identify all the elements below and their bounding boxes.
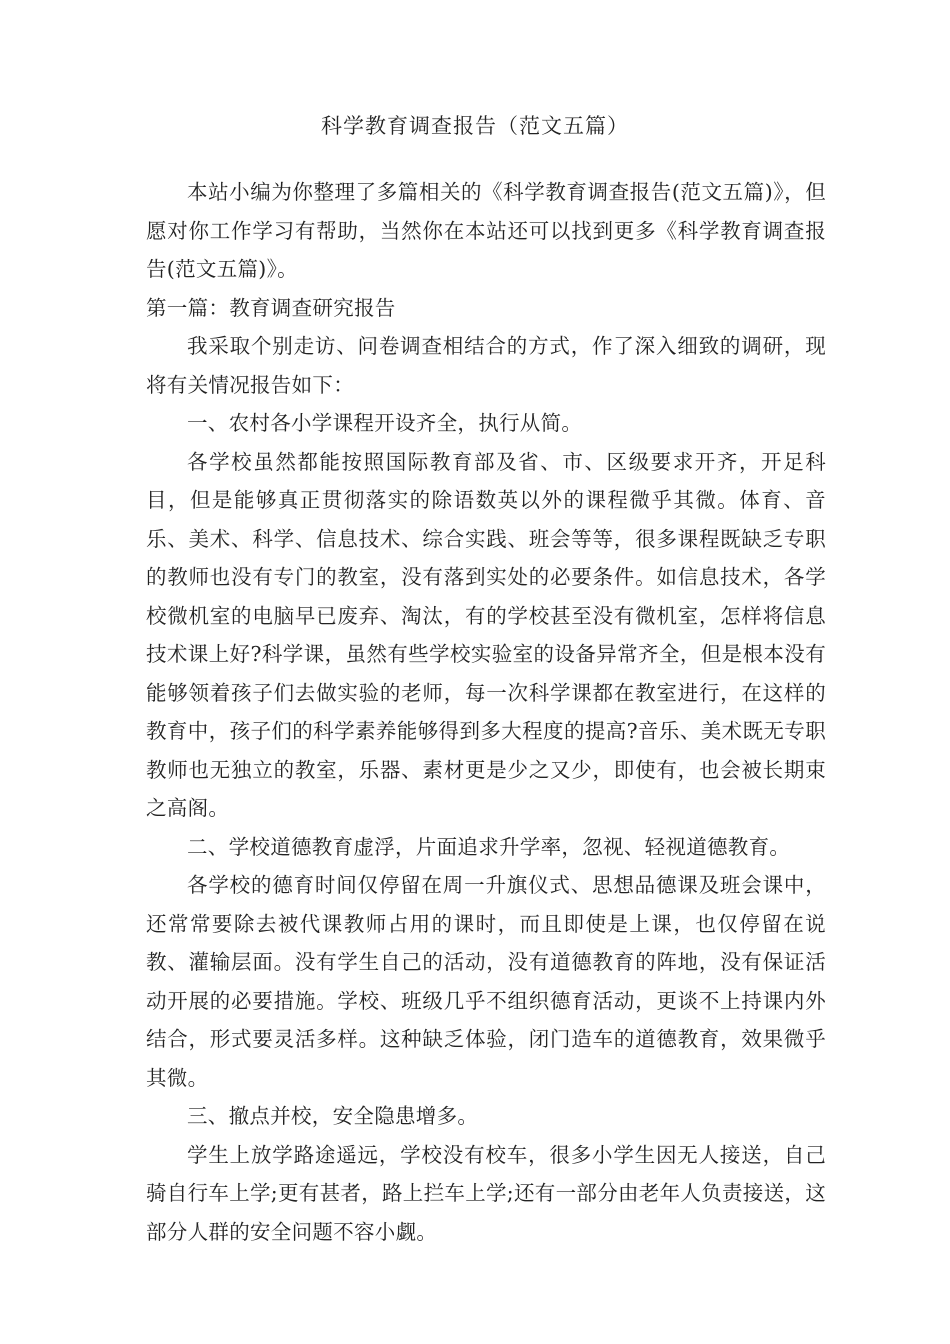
- body-paragraph: 各学校的德育时间仅停留在周一升旗仪式、思想品德课及班会课中，还常常要除去被代课教师占用的课时，而且即使是上课，也仅停留在说教、灌输层面。没有学生自己的活动，没有道德教育的阵地，没有保证活动开展的必要措施。学校、班级几乎不组织德育活动，更谈不上持课内外结合，形式要灵活多样。这种缺乏体验，闭门造车的道德教育，效果微乎其微。: [146, 873, 826, 1090]
- body-paragraph: 我采取个别走访、问卷调查相结合的方式，作了深入细致的调研，现将有关情况报告如下：: [146, 334, 826, 397]
- document-title: 科学教育调查报告（范文五篇）: [321, 114, 629, 138]
- subheading-one: 一、农村各小学课程开设齐全，执行从简。: [187, 411, 583, 435]
- body-paragraph: 学生上放学路途遥远，学校没有校车，很多小学生因无人接送，自己骑自行车上学;更有甚者，路上拦车上学;还有一部分由老年人负责接送，这部分人群的安全问题不容小觑。: [146, 1142, 827, 1244]
- subheading-three: 三、撤点并校，安全隐患增多。: [187, 1104, 479, 1128]
- section-heading-first: 第一篇：教育调查研究报告: [146, 295, 396, 320]
- body-paragraph: 各学校虽然都能按照国际教育部及省、市、区级要求开齐，开足科目，但是能够真正贯彻落实的除语数英以外的课程微乎其微。体育、音乐、美术、科学、信息技术、综合实践、班会等等，很多课程既缺乏专职的教师也没有专门的教室，没有落到实处的必要条件。如信息技术，各学校微机室的电脑早已废弃、淘汰，有的学校甚至没有微机室，怎样将信息技术课上好?科学课，虽然有些学校实验室的设备异常齐全，但是根本没有能够领着孩子们去做实验的老师，每一次科学课都在教室进行，在这样的教育中，孩子们的科学素养能够得到多大程度的提高?音乐、美术既无专职教师也无独立的教室，乐器、素材更是少之又少，即使有，也会被长期束之高阁。: [146, 449, 826, 820]
- document-body: [146, 173, 826, 1251]
- intro-paragraph: 本站小编为你整理了多篇相关的《科学教育调查报告(范文五篇)》，但愿对你工作学习有帮助，当然你在本站还可以找到更多《科学教育调查报告(范文五篇)》。: [146, 180, 826, 281]
- subheading-two: 二、学校道德教育虚浮，片面追求升学率，忽视、轻视道德教育。: [187, 834, 791, 859]
